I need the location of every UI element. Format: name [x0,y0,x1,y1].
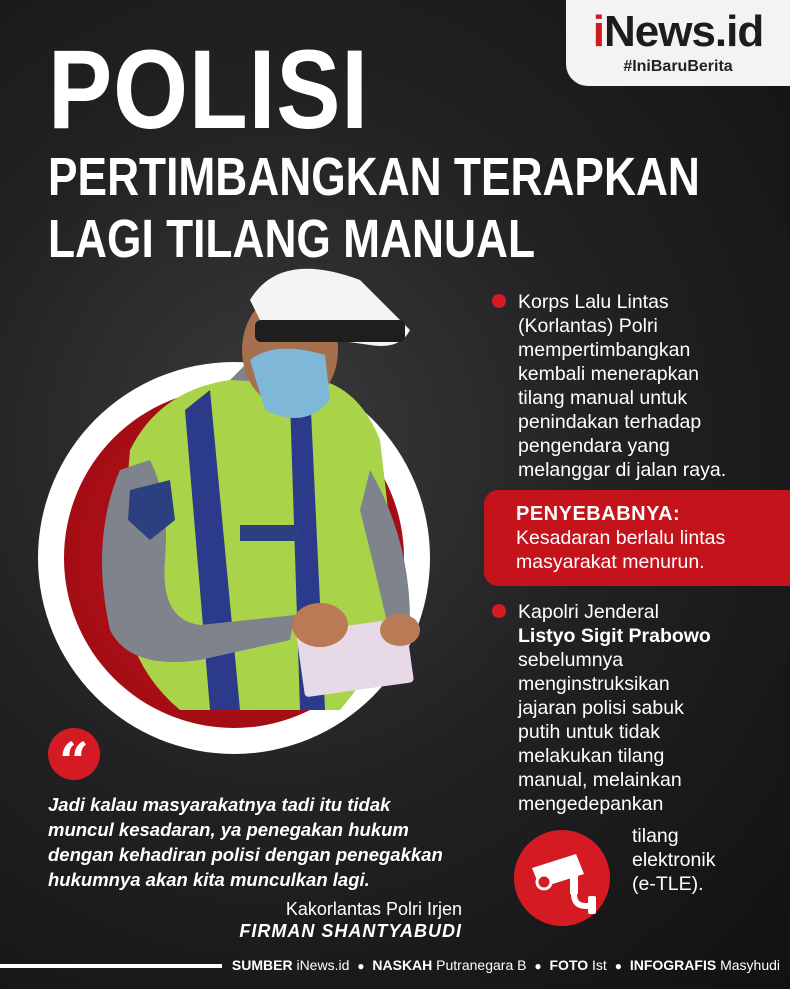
footer-writer-label: NASKAH [372,957,433,973]
brand-logo [566,7,790,56]
intro-text [492,290,782,482]
kapolri-line: mengedepankan [518,793,664,815]
kapolri-line: jajaran polisi sabuk [518,697,684,719]
reason-box [484,490,790,586]
intro-line: pengendara yang [518,435,670,457]
speaker-title: Kakorlantas Polri Irjen [285,899,462,919]
brand-logo-text: News.id [603,7,764,56]
intro-paragraph [492,290,782,482]
etle-text [632,824,715,896]
intro-line: tilang manual untuk [518,387,688,409]
etle-line: tilang [632,825,679,847]
footer-source-value: iNews.id [296,957,350,973]
kapolri-line: melakukan tilang [518,745,665,767]
footer-source-label: SUMBER [231,957,293,973]
intro-line: penindakan terhadap [518,411,702,433]
intro-line: (Korlantas) Polri [518,315,658,337]
police-officer-illustration [90,240,450,740]
cctv-camera-icon [514,830,610,926]
headline-main: POLISI [48,27,369,152]
headline-line-3: LAGI TILANG MANUAL [48,209,536,269]
intro-line: Korps Lalu Lintas [518,291,669,313]
kapolri-line: menginstruksikan [518,673,670,695]
reason-line-2: masyarakat menurun. [516,551,705,573]
reason-line-1: Kesadaran berlalu lintas [516,527,726,549]
kapolri-line: manual, melainkan [518,769,682,791]
quote-line: hukumnya akan kita munculkan lagi. [48,869,370,890]
footer-dot-icon: ● [357,959,365,973]
bullet-dot-icon [492,294,506,308]
kapolri-line: putih untuk tidak [518,721,661,743]
brand-logo-box [566,0,790,86]
quote-mark-icon: “ [48,728,100,780]
kapolri-text [492,600,782,816]
quote-line: dengan kehadiran polisi dengan penegakkan [48,844,443,865]
brand-logo-i: i [592,7,604,56]
intro-line: melanggar di jalan raya. [518,459,727,481]
kapolri-line: Kapolri Jenderal [518,601,659,623]
footer-graphic-label: INFOGRAFIS [629,957,717,973]
speaker-name: FIRMAN SHANTYABUDI [239,921,462,941]
headline-line-2: PERTIMBANGKAN TERAPKAN [48,147,700,207]
kapolri-name: Listyo Sigit Prabowo [518,625,711,647]
footer-divider [0,964,222,968]
quote-line: muncul kesadaran, ya penegakan hukum [48,819,409,840]
intro-line: mempertimbangkan [518,339,691,361]
quote-text [48,792,488,892]
footer-graphic-value: Masyhudi [720,957,780,973]
footer-writer-value: Putranegara B [436,957,527,973]
footer-dot-icon: ● [614,959,622,973]
footer-credits [232,956,780,975]
intro-line: kembali menerapkan [518,363,700,385]
kapolri-line: sebelumnya [518,649,624,671]
reason-title: PENYEBABNYA: [516,503,681,525]
footer-photo-value: Ist [592,957,607,973]
footer-dot-icon: ● [534,959,542,973]
etle-line: elektronik [632,849,716,871]
footer-photo-label: FOTO [549,957,589,973]
brand-tagline: #IniBaruBerita [623,58,733,75]
quote-line: Jadi kalau masyarakatnya tadi itu tidak [48,794,391,815]
kapolri-paragraph [492,600,782,816]
bullet-dot-icon [492,604,506,618]
etle-line: (e-TLE). [632,873,704,895]
